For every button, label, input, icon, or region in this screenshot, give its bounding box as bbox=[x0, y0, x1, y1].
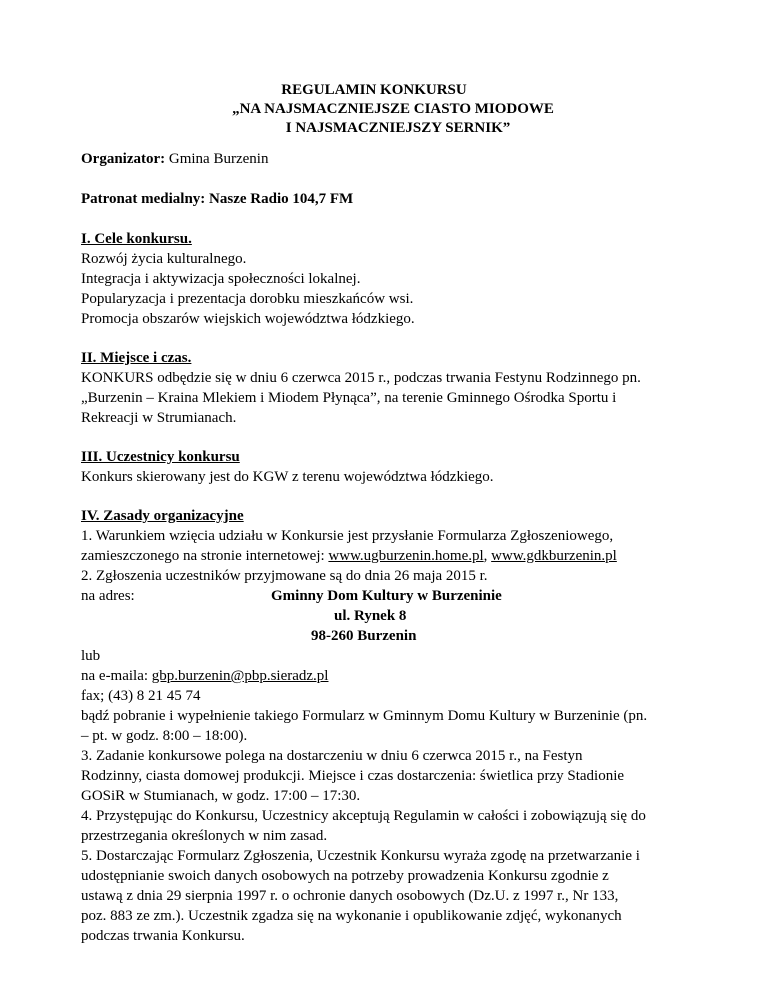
email-link[interactable]: gbp.burzenin@pbp.sieradz.pl bbox=[151, 668, 329, 684]
title-line-3: I NAJSMACZNIEJSZY SERNIK” bbox=[285, 120, 511, 136]
rule-1-line-2 bbox=[81, 546, 701, 566]
goal-item: Integracja i aktywizacja społeczności lokalnej. bbox=[81, 271, 361, 287]
rule-4-line: przestrzegania określonych w nim zasad. bbox=[81, 828, 328, 844]
section-place-time bbox=[81, 348, 701, 428]
website-link-gdkburzenin[interactable]: www.gdkburzenin.pl bbox=[491, 548, 617, 564]
place-time-line: Rekreacji w Strumianach. bbox=[81, 410, 237, 426]
section-goals bbox=[81, 229, 701, 329]
rule-5-line: poz. 883 ze zm.). Uczestnik zgadza się na wykonanie i opublikowanie zdjęć, wykonanych bbox=[81, 908, 622, 924]
section-participants bbox=[81, 447, 701, 487]
organizer-value: Gmina Burzenin bbox=[165, 151, 269, 167]
rule-5-line: ustawą z dnia 29 sierpnia 1997 r. o ochronie danych osobowych (Dz.U. z 1997 r., Nr 133, bbox=[81, 888, 619, 904]
document-title bbox=[0, 81, 768, 138]
rule-1-prefix: zamieszczonego na stronie internetowej: bbox=[81, 548, 329, 564]
address-row-1 bbox=[81, 586, 701, 606]
section-rules-heading: IV. Zasady organizacyjne bbox=[81, 508, 244, 524]
title-line-1: REGULAMIN KONKURSU bbox=[281, 82, 467, 98]
goal-item: Rozwój życia kulturalnego. bbox=[81, 251, 247, 267]
organizer-line bbox=[81, 149, 701, 169]
rule-5-line: udostępnianie swoich danych osobowych na potrzeby prowadzenia Konkursu zgodnie z bbox=[81, 868, 609, 884]
address-label: na adres: bbox=[81, 588, 135, 604]
goal-item: Popularyzacja i prezentacja dorobku mieszkańców wsi. bbox=[81, 291, 414, 307]
section-participants-heading: III. Uczestnicy konkursu bbox=[81, 449, 240, 465]
section-goals-heading: I. Cele konkursu. bbox=[81, 231, 192, 247]
organizer-label: Organizator: bbox=[81, 151, 166, 167]
address-line-1: Gminny Dom Kultury w Burzeninie bbox=[271, 588, 502, 604]
email-line bbox=[81, 666, 701, 686]
link-separator: , bbox=[483, 548, 492, 564]
section-rules bbox=[81, 506, 701, 946]
rule-4-line: 4. Przystępując do Konkursu, Uczestnicy akceptują Regulamin w całości i zobowiązują się do bbox=[81, 808, 646, 824]
section-place-time-heading: II. Miejsce i czas. bbox=[81, 350, 192, 366]
rule-1-line-1: 1. Warunkiem wzięcia udziału w Konkursie jest przysłanie Formularza Zgłoszeniowego, bbox=[81, 528, 614, 544]
place-time-line: „Burzenin – Kraina Mlekiem i Miodem Płynąca”, na terenie Gminnego Ośrodka Sportu i bbox=[81, 390, 617, 406]
pickup-line-1: bądź pobranie i wypełnienie takiego Formularz w Gminnym Domu Kultury w Burzeninie (pn. bbox=[81, 708, 648, 724]
place-time-line: KONKURS odbędzie się w dniu 6 czerwca 2015 r., podczas trwania Festynu Rodzinnego pn. bbox=[81, 370, 641, 386]
patronage-line: Patronat medialny: Nasze Radio 104,7 FM bbox=[81, 191, 354, 207]
pickup-line-2: – pt. w godz. 8:00 – 18:00). bbox=[81, 728, 248, 744]
title-line-2: „NA NAJSMACZNIEJSZE CIASTO MIODOWE bbox=[232, 101, 554, 117]
email-prefix: na e-maila: bbox=[81, 668, 152, 684]
rule-5-line: 5. Dostarczając Formularz Zgłoszenia, Uczestnik Konkursu wyraża zgodę na przetwarzanie i bbox=[81, 848, 640, 864]
rule-3-line: 3. Zadanie konkursowe polega na dostarczeniu w dniu 6 czerwca 2015 r., na Festyn bbox=[81, 748, 583, 764]
address-line-2: ul. Rynek 8 bbox=[334, 608, 407, 624]
rule-2-line-1: 2. Zgłoszenia uczestników przyjmowane są do dnia 26 maja 2015 r. bbox=[81, 568, 488, 584]
website-link-ugburzenin[interactable]: www.ugburzenin.home.pl bbox=[328, 548, 484, 564]
fax-line: fax; (43) 8 21 45 74 bbox=[81, 688, 201, 704]
goal-item: Promocja obszarów wiejskich województwa łódzkiego. bbox=[81, 311, 415, 327]
participants-line: Konkurs skierowany jest do KGW z terenu województwa łódzkiego. bbox=[81, 469, 494, 485]
rule-5-line: podczas trwania Konkursu. bbox=[81, 928, 245, 944]
rule-3-line: GOSiR w Stumianach, w godz. 17:00 – 17:30. bbox=[81, 788, 361, 804]
rule-3-line: Rodzinny, ciasta domowej produkcji. Miejsce i czas dostarczenia: świetlica przy Stadionie bbox=[81, 768, 625, 784]
or-word: lub bbox=[81, 648, 101, 664]
address-line-3: 98-260 Burzenin bbox=[311, 628, 417, 644]
